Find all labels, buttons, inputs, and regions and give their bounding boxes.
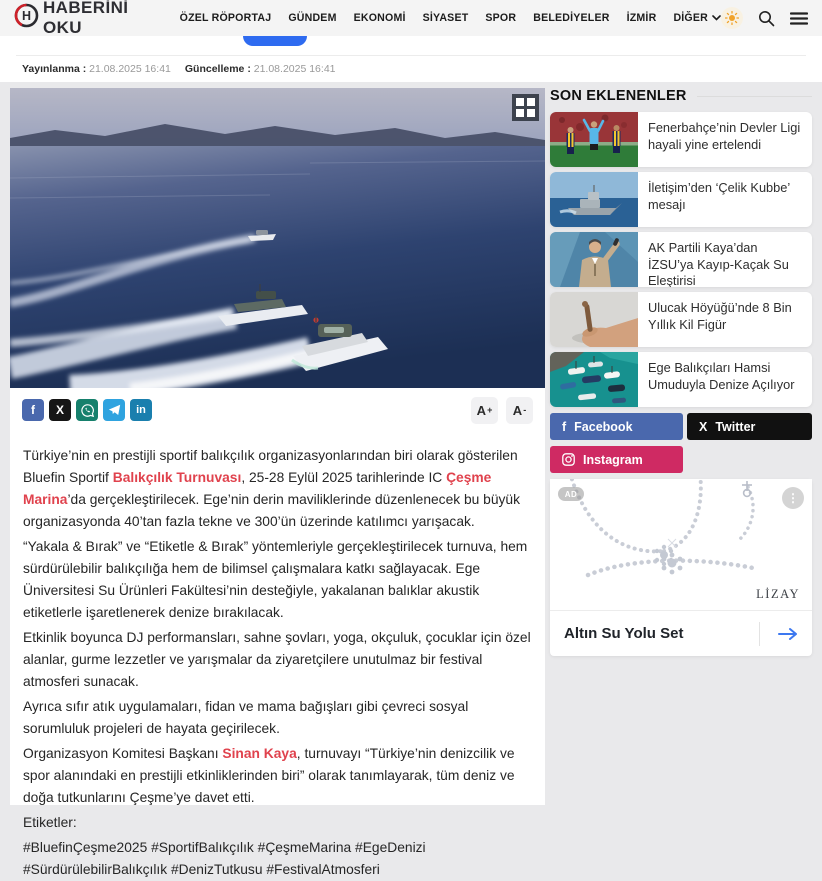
nav-izmir[interactable]: İZMİR	[626, 12, 657, 24]
link-cesme-marina[interactable]: Çeşme Marina	[23, 470, 492, 507]
boats-sea-photo	[10, 88, 545, 388]
main-menu	[180, 12, 721, 24]
arrow-right-icon	[778, 627, 798, 641]
link-balikcilik-turnuvasi[interactable]: Balıkçılık Turnuvası	[112, 470, 242, 485]
nav-spor[interactable]: SPOR	[485, 12, 517, 24]
tags-label: Etiketler:	[23, 815, 77, 830]
share-facebook-button[interactable]	[22, 399, 44, 421]
updated-date	[185, 63, 336, 75]
news-item-celik-kubbe[interactable]	[550, 172, 812, 227]
ad-options-button[interactable]: ⋮	[782, 487, 804, 509]
search-button[interactable]	[758, 10, 775, 27]
card-bottom-edge	[16, 55, 806, 56]
speaker-thumbnail	[550, 232, 638, 287]
svg-text:H: H	[21, 9, 32, 24]
published-date	[22, 63, 171, 75]
gallery-button[interactable]	[512, 94, 539, 121]
ad-badge: AD	[558, 487, 584, 501]
menu-button[interactable]	[790, 12, 808, 25]
nav-siyaset[interactable]: SİYASET	[422, 12, 469, 24]
hamburger-icon	[790, 12, 808, 25]
site-logo[interactable]	[14, 0, 164, 38]
facebook-icon: f	[562, 419, 567, 434]
twitter-follow-button[interactable]: X Twitter	[687, 413, 812, 440]
facebook-follow-button[interactable]: f Facebook	[550, 413, 683, 440]
news-item-izsu[interactable]	[550, 232, 812, 287]
search-icon	[758, 10, 775, 27]
news-title: İletişim’den ‘Çelik Kubbe’ mesajı	[648, 180, 790, 212]
fishing-boats-thumbnail	[550, 352, 638, 407]
published-value: 21.08.2025 16:41	[89, 63, 171, 75]
grid-icon	[516, 98, 524, 106]
share-toolbar	[10, 388, 545, 432]
whatsapp-icon	[81, 404, 94, 417]
x-twitter-icon: X	[55, 403, 64, 417]
article-header-strip	[0, 36, 822, 82]
font-decrease-button[interactable]: A -	[506, 397, 533, 424]
paragraph-5: Organizasyon Komitesi Başkanı Sinan Kaya, turnuvayı “Türkiye’nin denizcilik ve spor alanındaki en prestijli etkinliklerinden biri” olarak tanımlayarak, tüm deniz ve doğa tutkunlarını Çeşme’ye davet etti.	[23, 746, 515, 805]
news-title: AK Partili Kaya’dan İZSU’ya Kayıp-Kaçak Su Eleştirisi	[648, 240, 789, 287]
ad-product-title: Altın Su Yolu Set	[564, 625, 684, 642]
theme-toggle[interactable]	[721, 7, 743, 29]
article-dates	[22, 63, 336, 75]
facebook-icon: f	[31, 403, 35, 417]
clay-figure-thumbnail	[550, 292, 638, 347]
ad-footer-link[interactable]	[550, 610, 812, 656]
news-title: Ulucak Höyüğü’nde 8 Bin Yıllık Kil Figür	[648, 300, 792, 332]
sidebar	[550, 88, 812, 656]
hashtags: #BluefinÇeşme2025 #SportifBalıkçılık #ÇeşmeMarina #EgeDenizi #SürdürülebilirBalıkçılık #DenizTutkusu #FestivalAtmosferi	[23, 840, 426, 877]
paragraph-1: Türkiye’nin en prestijli sportif balıkçılık organizasyonlarından biri olarak gösterilen Bluefin Sportif Balıkçılık Turnuvası, 25-28 Eylül 2025 tarihlerinde IC Çeşme Marina’da gerçekleştirilecek. Ege’nin derin maviliklerinde düzenlenecek bu büyük organizasyonda 40’tan fazla tekne ve 300’ün üzerinde katılımcı yarışacak.	[23, 448, 520, 529]
nav-diger[interactable]: DİĞER	[673, 12, 721, 24]
link-sinan-kaya[interactable]: Sinan Kaya	[222, 746, 297, 761]
divider	[759, 622, 760, 646]
latest-news-list	[550, 112, 812, 407]
news-title: Fenerbahçe’nin Devler Ligi hayali yine ertelendi	[648, 120, 801, 152]
updated-value: 21.08.2025 16:41	[253, 63, 336, 75]
site-title: HABERİNİ OKU	[43, 0, 129, 37]
instagram-follow-button[interactable]: Instagram	[550, 446, 683, 473]
share-x-button[interactable]	[49, 399, 71, 421]
paragraph-4: Ayrıca sıfır atık uygulamaları, fidan ve mama bağışları gibi çevreci sosyal sorumluluk projeleri de hayata geçirilecek.	[23, 699, 469, 736]
font-increase-button[interactable]: A +	[471, 397, 498, 424]
divider-line	[697, 96, 812, 97]
news-title: Ege Balıkçıları Hamsi Umuduyla Denize Açılıyor	[648, 360, 795, 392]
warship-thumbnail	[550, 172, 638, 227]
paragraph-2: “Yakala & Bırak” ve “Etiketle & Bırak” yöntemleriyle gerçekleştirilecek turnuva, hem sürdürülebilir balıkçılığa hem de bilimsel çalışmalara katkı sağlayacak. Ege Üniversitesi Su Ürünleri Fakültesi’nin desteğiyle, yakalanan balıklar akustik etiketlerle işaretlenerek denize bırakılacak.	[23, 539, 528, 620]
logo-icon	[14, 3, 39, 33]
linkedin-icon: in	[136, 404, 146, 416]
share-telegram-button[interactable]	[103, 399, 125, 421]
sidebar-section-title: SON EKLENENLER	[550, 88, 687, 104]
sun-icon	[725, 11, 739, 25]
instagram-icon	[562, 453, 575, 466]
advertisement-card[interactable]	[550, 479, 812, 656]
top-navigation-bar	[0, 0, 822, 36]
updated-label: Güncelleme :	[184, 63, 251, 75]
share-linkedin-button[interactable]	[130, 399, 152, 421]
article-main-photo	[10, 88, 545, 388]
news-item-fenerbahce[interactable]	[550, 112, 812, 167]
share-whatsapp-button[interactable]	[76, 399, 98, 421]
chevron-down-icon	[712, 15, 721, 21]
social-follow-section	[550, 413, 812, 473]
nav-ozel-roportaj[interactable]: ÖZEL RÖPORTAJ	[179, 12, 272, 24]
paragraph-3: Etkinlik boyunca DJ performansları, sahne şovları, yoga, okçuluk, çocuklar için özel alanlar, gurme lezzetler ve yarışmalar da ziyaretçilere unutulmaz bir festival atmosferi sunacak.	[23, 630, 531, 689]
telegram-icon	[108, 404, 121, 416]
category-button-partial[interactable]	[243, 36, 307, 46]
nav-ekonomi[interactable]: EKONOMİ	[353, 12, 406, 24]
nav-gundem[interactable]: GÜNDEM	[288, 12, 337, 24]
nav-belediyeler[interactable]: BELEDİYELER	[533, 12, 610, 24]
football-match-thumbnail	[550, 112, 638, 167]
article-body	[10, 432, 545, 877]
x-twitter-icon: X	[699, 419, 708, 434]
jewelry-ad-image[interactable]	[550, 479, 812, 603]
published-label: Yayınlanma :	[22, 63, 87, 75]
news-item-ege-balikcilari[interactable]	[550, 352, 812, 407]
ad-brand-logo: LİZAY	[756, 587, 800, 601]
news-item-kil-figur[interactable]	[550, 292, 812, 347]
